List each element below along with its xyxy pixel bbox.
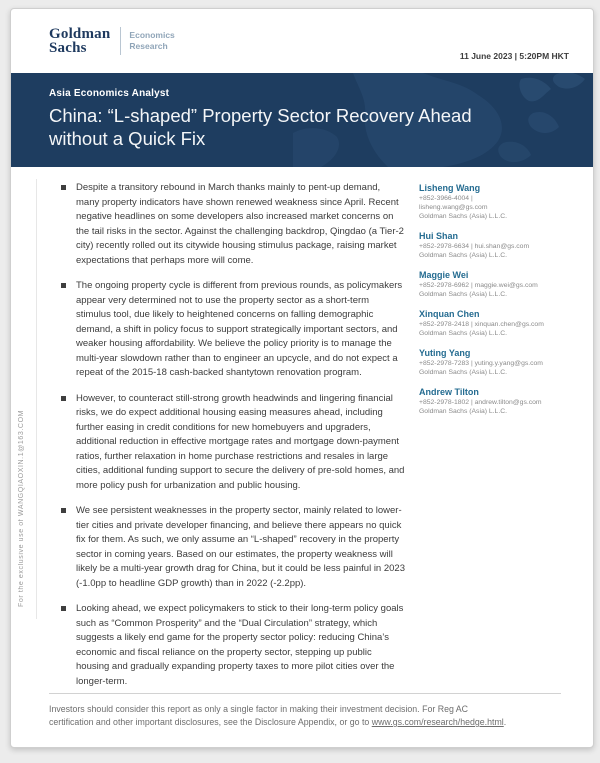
author-contact-line: lisheng.wang@gs.com (419, 204, 488, 211)
author-card (419, 348, 577, 377)
bullet-item (49, 504, 405, 591)
author-firm: Goldman Sachs (Asia) L.L.C. (419, 252, 508, 259)
report-header (11, 9, 593, 73)
disclosure-text-body: Investors should consider this report as only a single factor in making their investment decision. For Reg AC certification and other important disclosures, see the Disclosure Appendix, or go to (49, 704, 469, 727)
brand-division-line2: Research (129, 41, 168, 51)
disclosure-footer (49, 693, 561, 729)
author-card (419, 309, 577, 338)
logo-divider (120, 27, 121, 55)
author-contact (419, 242, 577, 251)
author-name: Andrew Tilton (419, 387, 479, 397)
author-firm: Goldman Sachs (Asia) L.L.C. (419, 369, 508, 376)
author-firm: Goldman Sachs (Asia) L.L.C. (419, 330, 508, 337)
brand-name-line1: Goldman (49, 26, 111, 42)
bullet-text: The ongoing property cycle is different from previous rounds, as policymakers appear very determined not to use the property sector as a short-term stimulus tool, due likely to heightened concerns on falling demographic demand, a shift in policy focus to support strategically important sectors, and weaker housing affordability. We believe the policy priority is to manage the multi-year slowdown rather than to engineer an upcycle, and do not expect a repeat of the 2015-18 cash-backed shantytown renovation program. (76, 280, 403, 378)
bullet-square-icon (61, 283, 66, 288)
brand-division-line1: Economics (129, 30, 175, 40)
bullet-item (49, 181, 405, 268)
bullet-square-icon (61, 508, 66, 513)
author-contact (419, 398, 577, 407)
author-card (419, 183, 577, 221)
author-name: Lisheng Wang (419, 183, 481, 193)
watermark-divider (36, 179, 37, 619)
bullet-item (49, 279, 405, 381)
bullet-square-icon (61, 396, 66, 401)
bullet-text: However, to counteract still-strong growth headwinds and lingering financial risks, we do expect additional housing easing measures ahead, including further easing in credit conditions for new homebuyers and upgraders, additional reduction in effective mortgage rates and mortgage down-payment ratios, further relaxation in home purchase restrictions and resales in large cities, additional funding support to secure the delivery of pre-sold homes, and more policy push for urbanization and public housing. (76, 392, 405, 491)
main-content (49, 181, 577, 700)
author-contact (419, 359, 577, 368)
author-firm: Goldman Sachs (Asia) L.L.C. (419, 291, 508, 298)
bullet-text: We see persistent weaknesses in the property sector, mainly related to lower-tier cities and private developer financing, and believe there appears no quick fix for them. As such, we only assume an “L-shaped” recovery in the property sector in coming years. Based on our estimates, the property weakness will likely be a multi-year growth drag for China, but it could be less painful in 2023 (-1.0pp to headline GDP growth) than in 2022 (-2.2pp). (76, 505, 405, 589)
report-title: China: “L-shaped” Property Sector Recovery Ahead without a Quick Fix (49, 105, 472, 149)
author-name: Xinquan Chen (419, 309, 480, 319)
author-contact (419, 194, 577, 212)
summary-bullets (49, 181, 419, 700)
disclosure-text-suffix: . (503, 717, 507, 727)
brand-name (49, 27, 110, 55)
author-name: Maggie Wei (419, 270, 469, 280)
bullet-item (49, 392, 405, 494)
goldman-sachs-logo (49, 27, 175, 55)
authors-list (419, 181, 577, 700)
watermark-strip (11, 167, 37, 637)
author-contact-line: +852-2978-1802 | andrew.tilton@gs.com (419, 399, 542, 406)
exclusive-use-watermark: For the exclusive use of WANGQIAOXIN.1@163.COM (18, 409, 25, 607)
author-contact-line: +852-2978-7283 | yuting.y.yang@gs.com (419, 360, 543, 367)
report-series-kicker: Asia Economics Analyst (49, 88, 170, 99)
author-name: Yuting Yang (419, 348, 471, 358)
author-contact-line: +852-2978-2418 | xinquan.chen@gs.com (419, 321, 544, 328)
author-contact-line: +852-2978-6962 | maggie.wei@gs.com (419, 282, 538, 289)
bullet-item (49, 602, 405, 689)
disclosure-text (49, 703, 509, 729)
brand-name-line2: Sachs (49, 40, 87, 56)
author-name: Hui Shan (419, 231, 459, 241)
publication-date: 11 June 2023 | 5:20PM HKT (459, 51, 569, 61)
author-contact (419, 281, 577, 290)
bullet-square-icon (61, 185, 66, 190)
title-banner (11, 73, 593, 167)
report-page (10, 8, 594, 748)
footer-divider (49, 693, 561, 694)
author-contact-line: +852-2978-6634 | hui.shan@gs.com (419, 243, 530, 250)
bullet-text: Looking ahead, we expect policymakers to stick to their long-term policy goals such as “Common Prosperity” and the “Dual Circulation” strategy, which suggests a likely end game for the property sector policy: reducing China’s economic and fiscal reliance on the property sector, stepping up public housing and gradually expanding property taxes to more pilot cities over the longer-term. (76, 603, 404, 687)
author-card (419, 387, 577, 416)
author-contact (419, 320, 577, 329)
disclosure-link[interactable]: www.gs.com/research/hedge.html (371, 717, 504, 727)
author-card (419, 270, 577, 299)
bullet-text: Despite a transitory rebound in March thanks mainly to pent-up demand, many property indicators have shown renewed weakness since April. Recent negative headlines on some developers also increased market concerns on the tail risks in the sector. Against the challenging backdrop, Qingdao (a Tier-2 city) recently rolled out its citywide housing stimulus package, raising market expectations that perhaps more will come. (76, 182, 404, 266)
brand-division (129, 30, 174, 52)
author-firm: Goldman Sachs (Asia) L.L.C. (419, 213, 508, 220)
author-card (419, 231, 577, 260)
author-contact-line: +852-3966-4004 | (419, 195, 473, 202)
bullet-square-icon (61, 606, 66, 611)
author-firm: Goldman Sachs (Asia) L.L.C. (419, 408, 508, 415)
